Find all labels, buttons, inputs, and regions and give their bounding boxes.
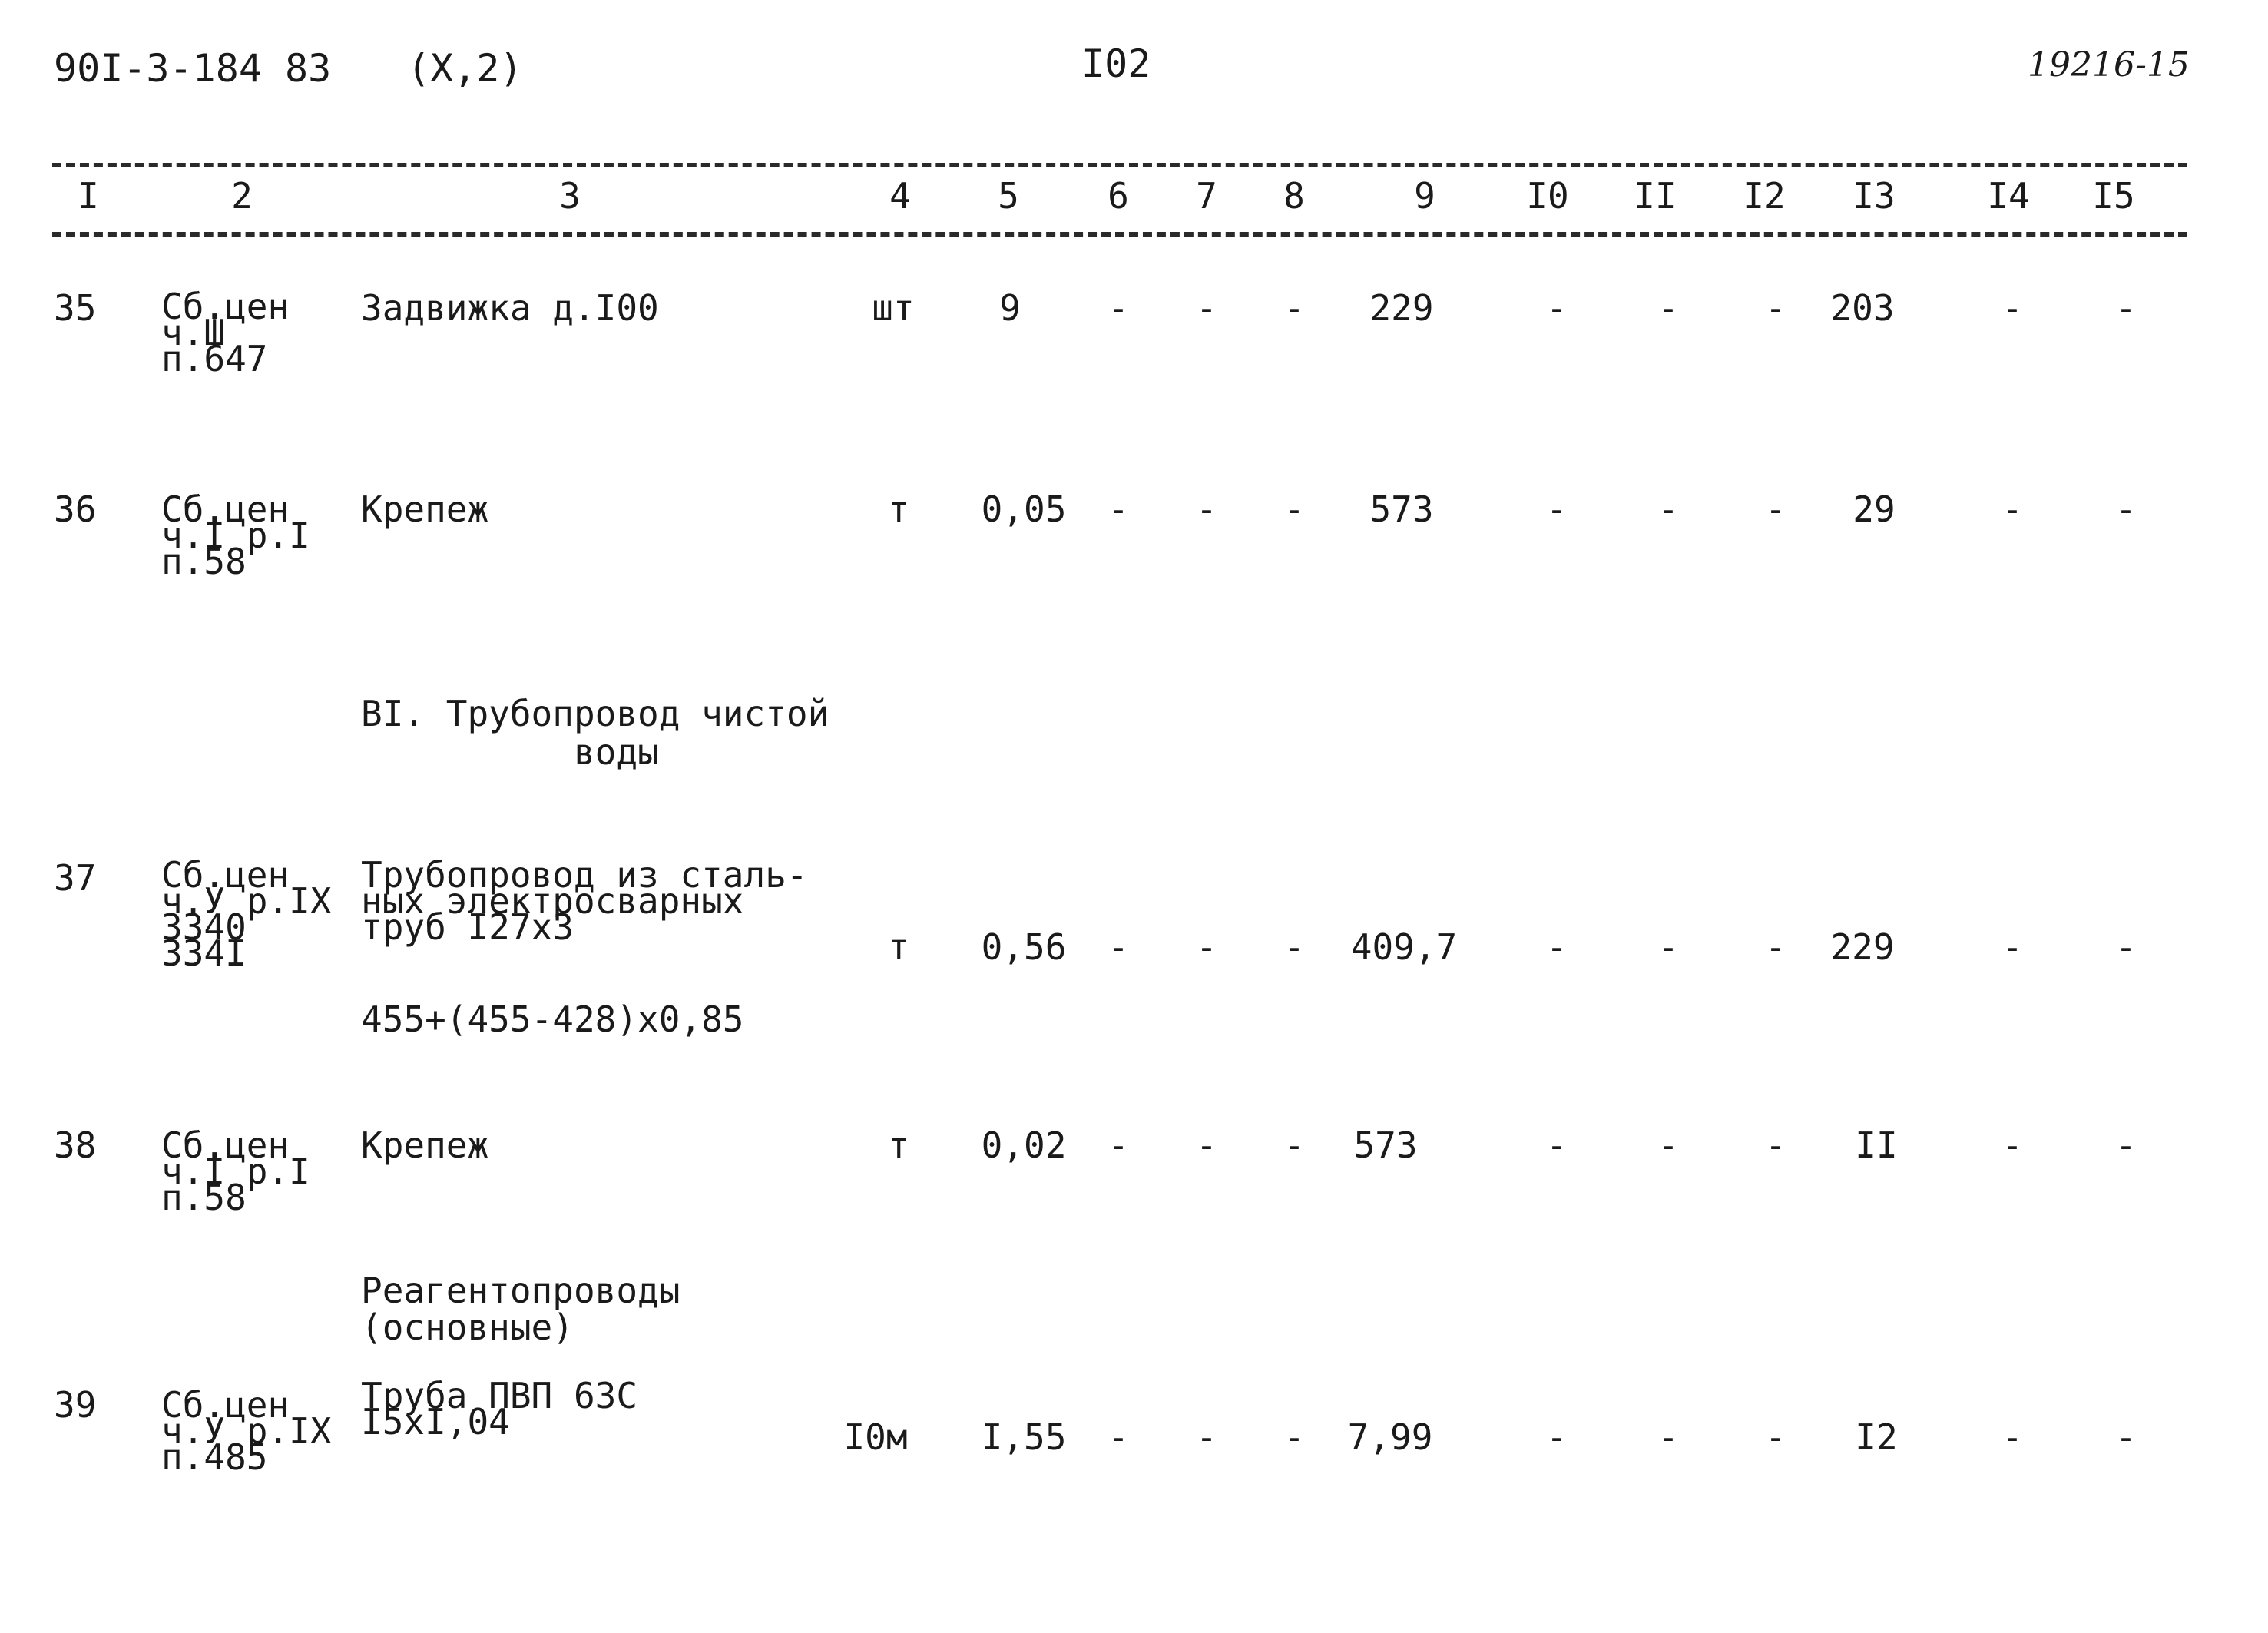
- row-source-ref: Сб.цен ч.У р.IX 3340 334I: [161, 854, 332, 974]
- col-header-5: 5: [998, 175, 1019, 217]
- row-col15: -: [2115, 926, 2137, 968]
- row-col6: -: [1108, 1416, 1129, 1458]
- row-unit-price: 573: [1353, 1125, 1418, 1166]
- row-unit: I0м: [843, 1416, 908, 1458]
- col-header-15: I5: [2092, 175, 2135, 217]
- row-col8: -: [1283, 489, 1305, 530]
- row-number: 35: [54, 287, 97, 329]
- row-col15: -: [2115, 489, 2137, 530]
- col-header-12: I2: [1743, 175, 1786, 217]
- row-unit: т: [888, 1125, 909, 1166]
- row-unit-price: 7,99: [1347, 1416, 1433, 1458]
- document-code: 90I-3-184 83: [54, 46, 332, 91]
- col-header-9: 9: [1414, 175, 1435, 217]
- row-col12: -: [1765, 1416, 1786, 1458]
- row-source-ref: Сб.цен ч.I р.I п.58: [161, 1125, 310, 1218]
- row-source-ref: Сб.цен ч.Ш п.647: [161, 286, 290, 379]
- row-total: I2: [1855, 1416, 1898, 1458]
- col-header-13: I3: [1852, 175, 1896, 217]
- row-unit-price: 409,7: [1350, 926, 1458, 968]
- row-col7: -: [1196, 287, 1217, 329]
- row-col14: -: [2001, 1125, 2023, 1166]
- row-total: II: [1855, 1125, 1898, 1166]
- row-item-name: Задвижка д.I00: [361, 287, 659, 329]
- row-col6: -: [1108, 287, 1129, 329]
- row-item-name: Крепеж: [361, 489, 489, 530]
- col-header-1: I: [78, 175, 99, 217]
- row-col14: -: [2001, 926, 2023, 968]
- row-col10: -: [1546, 1416, 1568, 1458]
- row-total: 229: [1830, 926, 1895, 968]
- row-col11: -: [1657, 489, 1679, 530]
- row-unit-price: 573: [1369, 489, 1434, 530]
- page-number: I02: [1081, 41, 1151, 86]
- row-col12: -: [1765, 287, 1786, 329]
- row-col7: -: [1196, 926, 1217, 968]
- row-item-name: Крепеж: [361, 1125, 489, 1166]
- header-rule-bottom: [52, 232, 2187, 237]
- row-source-ref: Сб.цен ч.У р.IX п.485: [161, 1384, 332, 1478]
- variant-label: (X,2): [407, 46, 523, 91]
- section-heading-reagent-lines: Реагентопроводы (основные): [361, 1270, 680, 1348]
- row-col6: -: [1108, 926, 1129, 968]
- row-col10: -: [1546, 489, 1568, 530]
- row-quantity: 9: [999, 287, 1021, 329]
- col-header-6: 6: [1108, 175, 1129, 217]
- row-col7: -: [1196, 489, 1217, 530]
- row-price-formula: 455+(455-428)x0,85: [361, 999, 744, 1040]
- row-quantity: 0,05: [981, 489, 1067, 530]
- col-header-8: 8: [1283, 175, 1305, 217]
- row-col8: -: [1283, 287, 1305, 329]
- row-col15: -: [2115, 1416, 2137, 1458]
- row-col14: -: [2001, 1416, 2023, 1458]
- row-unit: т: [888, 489, 909, 530]
- row-col12: -: [1765, 1125, 1786, 1166]
- row-col6: -: [1108, 1125, 1129, 1166]
- row-col11: -: [1657, 287, 1679, 329]
- row-unit-price: 229: [1369, 287, 1434, 329]
- row-col7: -: [1196, 1416, 1217, 1458]
- row-item-name: Труба ПВП 63С I5xI,04: [361, 1375, 638, 1443]
- row-col12: -: [1765, 926, 1786, 968]
- row-total: 29: [1852, 489, 1896, 530]
- row-unit: шт: [872, 287, 915, 329]
- row-col15: -: [2115, 1125, 2137, 1166]
- row-number: 38: [54, 1125, 97, 1166]
- row-number: 39: [54, 1384, 97, 1426]
- row-col10: -: [1546, 1125, 1568, 1166]
- col-header-11: II: [1634, 175, 1677, 217]
- row-total: 203: [1830, 287, 1895, 329]
- col-header-4: 4: [889, 175, 911, 217]
- section-heading-clean-water: BI. Трубопровод чистой воды: [361, 693, 829, 773]
- row-unit: т: [888, 926, 909, 968]
- row-col6: -: [1108, 489, 1129, 530]
- row-col7: -: [1196, 1125, 1217, 1166]
- col-header-14: I4: [1987, 175, 2030, 217]
- row-col11: -: [1657, 926, 1679, 968]
- col-header-3: 3: [559, 175, 581, 217]
- row-col8: -: [1283, 926, 1305, 968]
- row-col14: -: [2001, 287, 2023, 329]
- row-quantity: 0,02: [981, 1125, 1067, 1166]
- row-col8: -: [1283, 1125, 1305, 1166]
- row-col15: -: [2115, 287, 2137, 329]
- row-number: 37: [54, 857, 97, 899]
- row-col11: -: [1657, 1416, 1679, 1458]
- col-header-7: 7: [1196, 175, 1217, 217]
- row-col8: -: [1283, 1416, 1305, 1458]
- row-item-name: Трубопровод из сталь- ных электросварных труб I27x3: [361, 854, 808, 948]
- col-header-10: I0: [1526, 175, 1569, 217]
- row-col14: -: [2001, 489, 2023, 530]
- row-col10: -: [1546, 287, 1568, 329]
- row-source-ref: Сб.цен ч.I р.I п.58: [161, 489, 310, 582]
- row-col12: -: [1765, 489, 1786, 530]
- row-col11: -: [1657, 1125, 1679, 1166]
- header-rule-top: [52, 163, 2187, 167]
- row-quantity: 0,56: [981, 926, 1067, 968]
- row-col10: -: [1546, 926, 1568, 968]
- col-header-2: 2: [231, 175, 253, 217]
- handwritten-stamp: 19216-15: [2028, 45, 2190, 84]
- row-number: 36: [54, 489, 97, 530]
- row-quantity: I,55: [981, 1416, 1067, 1458]
